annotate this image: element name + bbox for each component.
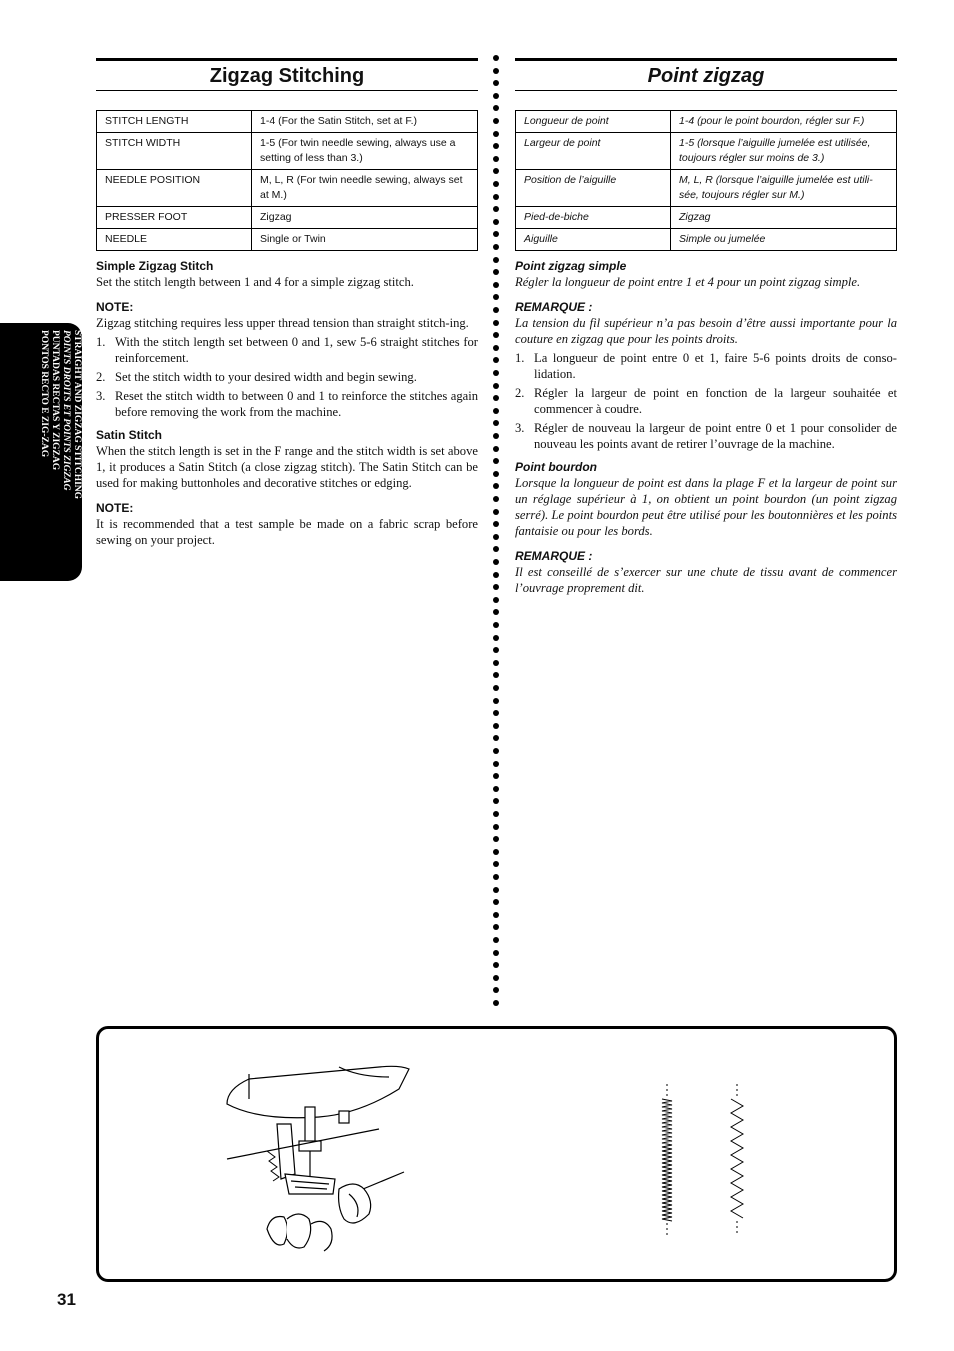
setting-value: 1-5 (For twin needle sewing, always use a setting of less than 3.) (252, 133, 478, 170)
divider-dot (493, 194, 499, 200)
english-settings-table (96, 110, 478, 251)
divider-dot (493, 773, 499, 779)
simple-zigzag-text: Régler la longueur de point entre 1 et 4 pour un point zigzag simple. (515, 275, 861, 289)
step-text: La longueur de point entre 0 et 1, faire 5-6 points droits de conso-lidation. (534, 351, 897, 381)
divider-dot (493, 332, 499, 338)
divider-dot (493, 143, 499, 149)
divider-dot (493, 244, 499, 250)
divider-dot (493, 572, 499, 578)
divider-dot (493, 1000, 499, 1006)
step-text: With the stitch length set between 0 and 1, sew 5-6 straight stitches for reinforcement. (115, 335, 478, 365)
divider-dot (493, 231, 499, 237)
divider-dot (493, 660, 499, 666)
divider-dot (493, 635, 499, 641)
divider-dot (493, 546, 499, 552)
divider-dot (493, 685, 499, 691)
divider-dot (493, 987, 499, 993)
page-number: 31 (57, 1290, 76, 1309)
note-heading: NOTE: (96, 300, 134, 314)
divider-dot (493, 975, 499, 981)
list-item (515, 350, 897, 382)
steps-list (515, 350, 897, 452)
divider-dot (493, 622, 499, 628)
divider-dot (493, 68, 499, 74)
divider-dot (493, 320, 499, 326)
list-item (515, 385, 897, 417)
step-text: Régler la largeur de point en fonction de la largeur souhaitée et commencer à coudre. (534, 386, 897, 416)
simple-zigzag-text: Set the stitch length between 1 and 4 for a simple zigzag stitch. (96, 275, 414, 289)
divider-dot (493, 118, 499, 124)
column-divider-dots (490, 55, 502, 1005)
divider-dot (493, 735, 499, 741)
step-number: 2. (96, 370, 106, 384)
french-column (515, 58, 897, 596)
divider-dot (493, 471, 499, 477)
divider-dot (493, 609, 499, 615)
side-tab-line-spanish: PUNTADAS RECTAS Y ZIGZAG (50, 330, 60, 471)
satin-stitch-heading: Point bourdon (515, 460, 597, 474)
note-heading: REMARQUE : (515, 300, 593, 314)
divider-dot (493, 446, 499, 452)
stitch-samples-illustration (662, 1084, 743, 1235)
divider-dot (493, 345, 499, 351)
simple-zigzag-heading: Point zigzag simple (515, 259, 627, 273)
divider-dot (493, 824, 499, 830)
setting-label: Aiguille (516, 229, 671, 251)
table-row (97, 207, 478, 229)
divider-dot (493, 647, 499, 653)
divider-dot (493, 181, 499, 187)
setting-label: Longueur de point (516, 111, 671, 133)
list-item (96, 369, 478, 385)
step-number: 2. (515, 386, 525, 400)
divider-dot (493, 912, 499, 918)
french-settings-table (515, 110, 897, 251)
divider-dot (493, 924, 499, 930)
table-row (97, 133, 478, 170)
setting-value: Simple ou jumelée (671, 229, 897, 251)
side-tab-line-english: STRAIGHT AND ZIGZAG STITCHING (72, 330, 82, 500)
table-row (97, 111, 478, 133)
setting-label: NEEDLE (97, 229, 252, 251)
setting-value: M, L, R (For twin needle sewing, always set at M.) (252, 170, 478, 207)
note-heading: NOTE: (96, 501, 134, 515)
note-text: Zigzag stitching requires less upper thread tension than straight stitch-ing. (96, 316, 469, 330)
note-text: It is recommended that a test sample be made on a fabric scrap before sewing on your project. (96, 517, 478, 547)
step-number: 3. (96, 389, 106, 403)
divider-dot (493, 698, 499, 704)
divider-dot (493, 761, 499, 767)
divider-dot (493, 105, 499, 111)
step-text: Régler de nouveau la largeur de point entre 0 et 1 pour consolider de nouveau les points avant de retirer l’ouvrage de la machine. (534, 421, 897, 451)
setting-label: NEEDLE POSITION (97, 170, 252, 207)
steps-list (96, 334, 478, 420)
divider-dot (493, 206, 499, 212)
divider-dot (493, 307, 499, 313)
divider-dot (493, 950, 499, 956)
setting-label: Largeur de point (516, 133, 671, 170)
divider-dot (493, 521, 499, 527)
french-title: Point zigzag (647, 65, 765, 87)
table-row (516, 207, 897, 229)
divider-dot (493, 811, 499, 817)
divider-dot (493, 861, 499, 867)
setting-label: STITCH LENGTH (97, 111, 252, 133)
divider-dot (493, 269, 499, 275)
french-title-bar (515, 58, 897, 91)
divider-dot (493, 672, 499, 678)
setting-label: Pied-de-biche (516, 207, 671, 229)
divider-dot (493, 597, 499, 603)
divider-dot (493, 710, 499, 716)
english-title-bar (96, 58, 478, 91)
divider-dot (493, 294, 499, 300)
divider-dot (493, 748, 499, 754)
divider-dot (493, 962, 499, 968)
table-row (516, 111, 897, 133)
divider-dot (493, 849, 499, 855)
sewing-illustration (99, 1029, 894, 1279)
list-item (96, 334, 478, 366)
satin-stitch-text: When the stitch length is set in the F range and the stitch width is set above 1, it produces a Satin Stitch (a close zigzag stitch). The Satin Stitch can be used for making buttonholes and decorative stitches or edging. (96, 444, 478, 490)
satin-stitch-heading: Satin Stitch (96, 428, 163, 442)
setting-label: PRESSER FOOT (97, 207, 252, 229)
table-row (516, 133, 897, 170)
setting-value: Zigzag (671, 207, 897, 229)
divider-dot (493, 131, 499, 137)
side-tab-line-french: POINTS DROITS ET POINTS ZIGZAG (61, 330, 71, 491)
divider-dot (493, 458, 499, 464)
divider-dot (493, 55, 499, 61)
note-text: Il est conseillé de s’exercer sur une chute de tissu avant de commencer l’ouvrage proprement dit. (515, 565, 897, 595)
table-row (97, 229, 478, 251)
divider-dot (493, 937, 499, 943)
step-number: 1. (96, 335, 106, 349)
setting-value: 1-4 (pour le point bourdon, régler sur F.) (671, 111, 897, 133)
setting-value: Single or Twin (252, 229, 478, 251)
note-heading: REMARQUE : (515, 549, 593, 563)
divider-dot (493, 156, 499, 162)
step-number: 1. (515, 351, 525, 365)
divider-dot (493, 798, 499, 804)
divider-dot (493, 383, 499, 389)
divider-dot (493, 496, 499, 502)
divider-dot (493, 433, 499, 439)
simple-zigzag-heading: Simple Zigzag Stitch (96, 259, 214, 273)
setting-label: Position de l’aiguille (516, 170, 671, 207)
divider-dot (493, 219, 499, 225)
divider-dot (493, 483, 499, 489)
divider-dot (493, 874, 499, 880)
setting-value: 1-4 (For the Satin Stitch, set at F.) (252, 111, 478, 133)
english-column (96, 58, 478, 548)
setting-label: STITCH WIDTH (97, 133, 252, 170)
divider-dot (493, 257, 499, 263)
side-tab-line-portuguese: PONTOS RECTO E ZIG-ZAG (39, 330, 49, 458)
note-text: La tension du fil supérieur n’a pas besoin d’être aussi importante pour la couture en zigzag que pour les points droits. (515, 316, 897, 346)
divider-dot (493, 80, 499, 86)
divider-dot (493, 887, 499, 893)
divider-dot (493, 420, 499, 426)
divider-dot (493, 786, 499, 792)
divider-dot (493, 93, 499, 99)
divider-dot (493, 395, 499, 401)
divider-dot (493, 836, 499, 842)
divider-dot (493, 408, 499, 414)
divider-dot (493, 509, 499, 515)
step-text: Reset the stitch width to between 0 and 1 to reinforce the stitches again before removing the work from the machine. (115, 389, 478, 419)
setting-value: M, L, R (lorsque l’aiguille jumelée est utili-sée, toujours régler sur M.) (671, 170, 897, 207)
divider-dot (493, 282, 499, 288)
divider-dot (493, 370, 499, 376)
list-item (515, 420, 897, 452)
divider-dot (493, 559, 499, 565)
divider-dot (493, 168, 499, 174)
divider-dot (493, 357, 499, 363)
table-row (516, 170, 897, 207)
table-row (97, 170, 478, 207)
divider-dot (493, 534, 499, 540)
list-item (96, 388, 478, 420)
sewing-machine-foot-illustration (227, 1066, 409, 1251)
divider-dot (493, 899, 499, 905)
divider-dot (493, 723, 499, 729)
illustration-box (96, 1026, 897, 1282)
divider-dot (493, 584, 499, 590)
satin-stitch-text: Lorsque la longueur de point est dans la plage F et la largeur de point sur un réglage supérieur à 1, on obtient un point bourdon (un point zigzag serré). Le point bourdon peut être utilisé pour les boutonnières et les points fantaisie ou pour les bords. (515, 476, 897, 538)
table-row (516, 229, 897, 251)
step-number: 3. (515, 421, 525, 435)
english-title: Zigzag Stitching (209, 65, 365, 87)
section-side-tab-text (28, 330, 82, 574)
setting-value: Zigzag (252, 207, 478, 229)
step-text: Set the stitch width to your desired width and begin sewing. (115, 370, 417, 384)
setting-value: 1-5 (lorsque l’aiguille jumelée est utilisée, toujours régler sur moins de 3.) (671, 133, 897, 170)
